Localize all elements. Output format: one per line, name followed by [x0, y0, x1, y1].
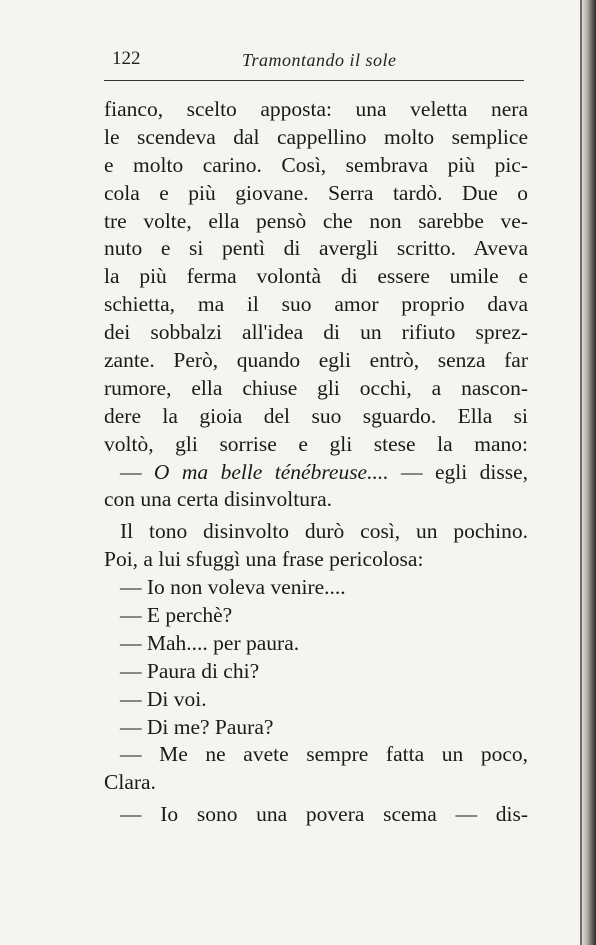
binding-edge: [580, 0, 596, 945]
text-line: le scendeva dal cappellino molto semplice: [104, 124, 528, 149]
text-line: Poi, a lui sfuggì una frase pericolosa:: [104, 547, 424, 572]
page-number: 122: [112, 48, 141, 69]
dialogue-line: [104, 459, 528, 487]
dialogue-line: — E perchè?: [120, 603, 233, 628]
text-line: tre volte, ella pensò che non sarebbe ve-: [104, 208, 528, 233]
text-line: zante. Però, quando egli entrò, senza far: [104, 348, 528, 373]
text-line: fianco, scelto apposta: una veletta nera: [104, 97, 528, 121]
dialogue-line: — Di me? Paura?: [120, 714, 274, 739]
text-line: dei sobbalzi all'idea di un rifiuto sprez-: [104, 320, 528, 345]
italic-quote: O ma belle ténébreuse....: [153, 459, 389, 484]
page-header: [112, 40, 524, 70]
dialogue-line: — Paura di chi?: [120, 658, 260, 683]
text-line: rumore, ella chiuse gli occhi, a nascon-: [104, 375, 528, 400]
dialogue-tag: — egli disse,: [388, 459, 528, 484]
dialogue-line: — Di voi.: [120, 686, 207, 711]
dialogue-line: — Io sono una povera scema — dis-: [120, 802, 528, 827]
text-line: dere la gioia del suo sguardo. Ella si: [104, 403, 528, 428]
text-line: con una certa disinvoltura.: [104, 487, 333, 512]
text-line: e molto carino. Così, sembrava più pic-: [104, 152, 528, 177]
header-rule: [104, 80, 524, 81]
text-line: nuto e si pentì di avergli scritto. Aveva: [104, 236, 528, 261]
dialogue-line: — Io non voleva venire....: [120, 575, 346, 600]
text-line: la più ferma volontà di essere umile e: [104, 264, 528, 289]
text-line: Clara.: [104, 770, 156, 795]
binding-line: [580, 0, 582, 945]
body-text: [104, 96, 528, 829]
running-title: Tramontando il sole: [242, 50, 397, 70]
dialogue-line: — Mah.... per paura.: [120, 630, 300, 655]
text-line: schietta, ma il suo amor proprio dava: [104, 292, 528, 317]
dialogue-dash: —: [120, 459, 154, 484]
dialogue-line: — Me ne avete sempre fatta un poco,: [120, 742, 528, 767]
text-line: Il tono disinvolto durò così, un pochino.: [120, 519, 528, 544]
text-line: voltò, gli sorrise e gli stese la mano:: [104, 431, 528, 456]
text-line: cola e più giovane. Serra tardò. Due o: [104, 180, 528, 205]
